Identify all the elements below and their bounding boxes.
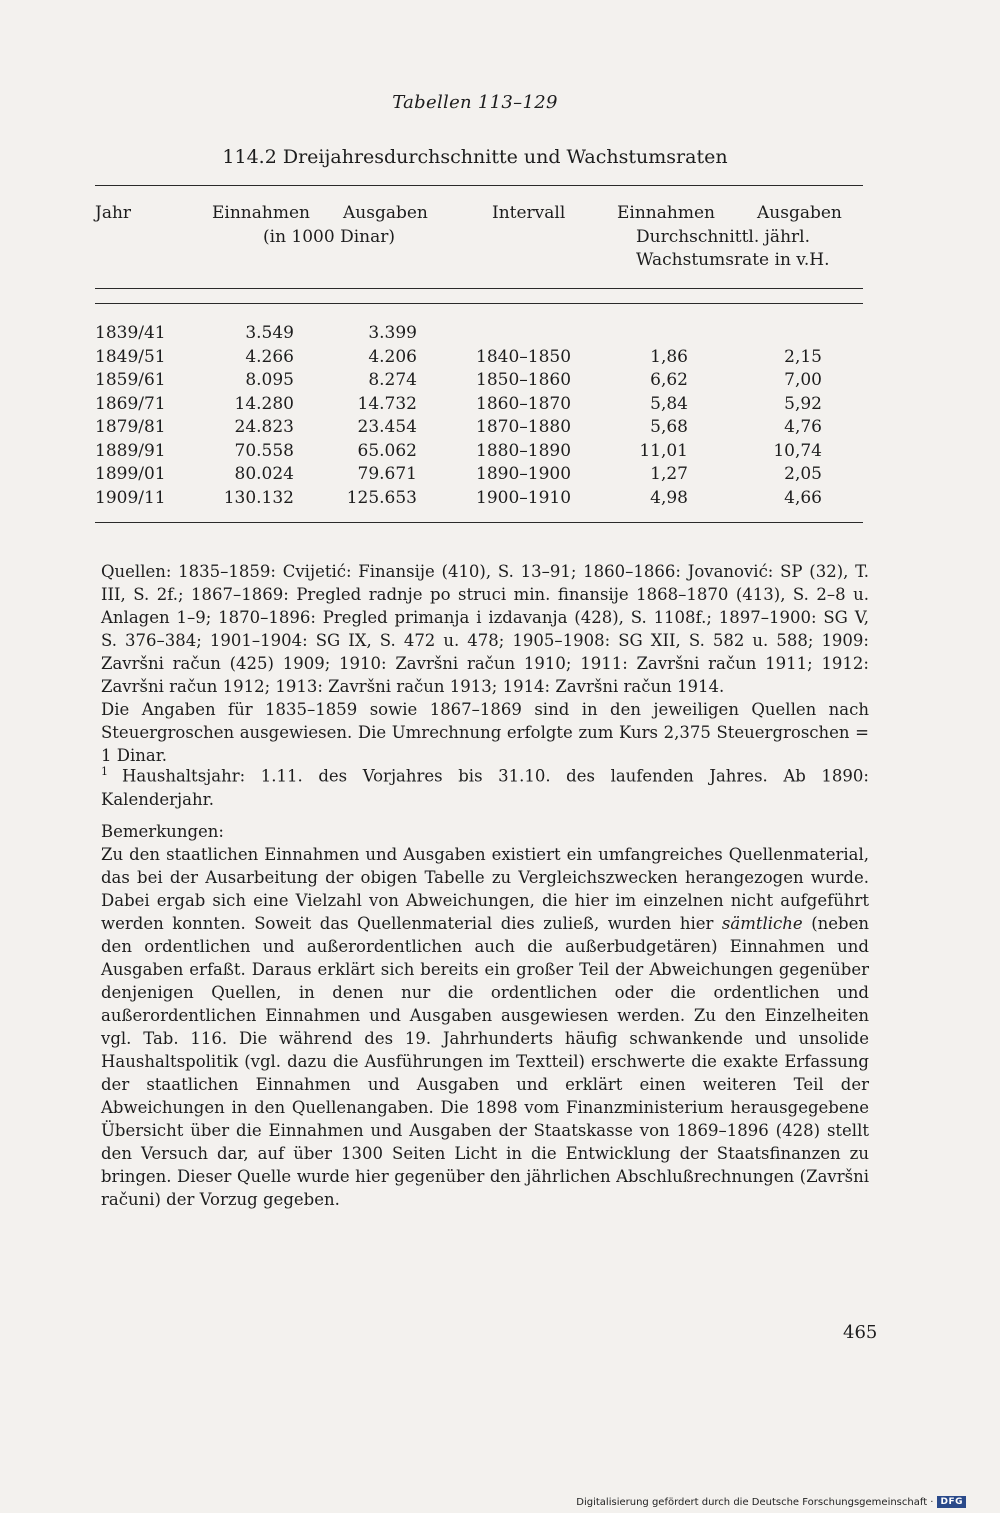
cell-rate-einnahmen: 6,62: [650, 370, 688, 390]
cell-ausgaben: 8.274: [368, 370, 417, 390]
running-head: Tabellen 113–129: [392, 92, 558, 113]
sources-block: [101, 560, 869, 767]
cell-rate-ausgaben: 2,15: [784, 347, 822, 367]
cell-einnahmen: 8.095: [245, 370, 294, 390]
header-intervall: Intervall: [492, 203, 566, 223]
cell-einnahmen: 24.823: [234, 417, 294, 437]
cell-rate-einnahmen: 11,01: [639, 441, 688, 461]
page-number: 465: [843, 1322, 878, 1343]
header-rate-ausgaben: Ausgaben: [757, 203, 842, 223]
cell-jahr: 1909/11: [95, 488, 166, 508]
header-rate-line3: Wachstumsrate in v.H.: [636, 250, 830, 270]
cell-ausgaben: 65.062: [357, 441, 417, 461]
table-row: [0, 464, 1000, 488]
cell-rate-einnahmen: 5,68: [650, 417, 688, 437]
cell-jahr: 1859/61: [95, 370, 166, 390]
cell-ausgaben: 14.732: [357, 394, 417, 414]
cell-einnahmen: 4.266: [245, 347, 294, 367]
cell-ausgaben: 125.653: [346, 488, 417, 508]
remarks-block: [101, 820, 869, 1211]
remarks-text-part2: (neben den ordentlichen und außerordentlichen auch die außerbudgetären) Einnahmen und Ausgaben erfaßt. Daraus erklärt sich bereits ein großer Teil der Abweichungen gegenüber denjenigen Quellen, in denen nur die ordentlichen oder die ordentlichen und außerordentlichen Einnahmen und Ausgaben ausgewiesen werden. Zu den Einzelheiten vgl. Tab. 116. Die während des 19. Jahrhunderts häufig schwankende und unsolide Haushaltspolitik (vgl. dazu die Ausführungen im Textteil) erschwerte die exakte Erfassung der staatlichen Einnahmen und Ausgaben und erklärt einen weiteren Teil der Abweichungen in den Quellenangaben. Die 1898 vom Finanzministerium herausgegebene Übersicht über die Einnahmen und Ausgaben der Staatskasse von 1869–1896 (428) stellt den Versuch dar, auf über 1300 Seiten Licht in die Entwicklung der Staatsfinanzen zu bringen. Dieser Quelle wurde hier gegenüber den jährlichen Abschlußrechnungen (Završni računi) der Vorzug gegeben.: [101, 914, 869, 1209]
cell-ausgaben: 79.671: [357, 464, 417, 484]
cell-jahr: 1899/01: [95, 464, 166, 484]
header-jahr: Jahr: [95, 203, 132, 223]
cell-intervall: 1870–1880: [476, 417, 572, 437]
cell-jahr: 1849/51: [95, 347, 166, 367]
dfg-logo: DFG: [937, 1496, 966, 1508]
header-rate-einnahmen: Einnahmen: [617, 203, 715, 223]
cell-rate-einnahmen: 1,27: [650, 464, 688, 484]
cell-rate-einnahmen: 5,84: [650, 394, 688, 414]
table-row: [0, 347, 1000, 371]
digitization-text: Digitalisierung gefördert durch die Deutsche Forschungsgemeinschaft ·: [576, 1496, 934, 1508]
cell-rate-ausgaben: 5,92: [784, 394, 822, 414]
cell-rate-ausgaben: 4,76: [784, 417, 822, 437]
header-einnahmen: Einnahmen: [212, 203, 310, 223]
cell-einnahmen: 80.024: [234, 464, 294, 484]
cell-intervall: 1900–1910: [476, 488, 572, 508]
table-row: [0, 323, 1000, 347]
cell-ausgaben: 3.399: [368, 323, 417, 343]
table-bottom-rule: [95, 522, 863, 523]
cell-rate-ausgaben: 7,00: [784, 370, 822, 390]
table-top-rule: [95, 185, 863, 186]
remarks-emphasis: sämtliche: [721, 914, 803, 933]
cell-jahr: 1889/91: [95, 441, 166, 461]
cell-einnahmen: 130.132: [223, 488, 294, 508]
cell-rate-ausgaben: 10,74: [773, 441, 822, 461]
conversion-text: Die Angaben für 1835–1859 sowie 1867–1869 sind in den jeweiligen Quellen nach Steuergroschen ausgewiesen. Die Umrechnung erfolgte zum Kurs 2,375 Steuergroschen = 1 Dinar.: [101, 700, 869, 765]
remarks-text: [101, 843, 869, 1211]
digitization-note: [576, 1496, 966, 1508]
cell-intervall: 1890–1900: [476, 464, 572, 484]
cell-einnahmen: 3.549: [245, 323, 294, 343]
cell-intervall: 1880–1890: [476, 441, 572, 461]
cell-einnahmen: 70.558: [234, 441, 294, 461]
sources-text: Quellen: 1835–1859: Cvijetić: Finansije (410), S. 13–91; 1860–1866: Jovanović: SP (32), T. III, S. 2f.; 1867–1869: Pregled radnje po struci min. finansije 1868–1870 (413), S. 2–8 u. Anlagen 1–9; 1870–1896: Pregled primanja i izdavanja (428), S. 1108f.; 1897–1900: SG V, S. 376–384; 1901–1904: SG IX, S. 472 u. 478; 1905–1908: SG XII, S. 582 u. 588; 1909: Završni račun (425) 1909; 1910: Završni račun 1910; 1911: Završni račun 1911; 1912: Završni račun 1912; 1913: Završni račun 1913; 1914: Završni račun 1914.: [101, 562, 869, 696]
cell-einnahmen: 14.280: [234, 394, 294, 414]
footnote: [101, 760, 869, 811]
table-row: [0, 441, 1000, 465]
cell-rate-ausgaben: 4,66: [784, 488, 822, 508]
table-row: [0, 417, 1000, 441]
cell-rate-einnahmen: 1,86: [650, 347, 688, 367]
cell-ausgaben: 4.206: [368, 347, 417, 367]
table-row: [0, 394, 1000, 418]
cell-jahr: 1879/81: [95, 417, 166, 437]
header-bottom-rule: [95, 288, 863, 289]
cell-ausgaben: 23.454: [357, 417, 417, 437]
cell-rate-ausgaben: 2,05: [784, 464, 822, 484]
header-unit: (in 1000 Dinar): [263, 227, 395, 247]
header-ausgaben: Ausgaben: [343, 203, 428, 223]
cell-intervall: 1840–1850: [476, 347, 572, 367]
remarks-text-part1: Zu den staatlichen Einnahmen und Ausgaben existiert ein umfangreiches Quellenmaterial, das bei der Ausarbeitung der obigen Tabelle zu Vergleichszwecken herangezogen wurde. Dabei ergab sich eine Vielzahl von Abweichungen, die hier im einzelnen nicht aufgeführt werden konnten. Soweit das Quellenmaterial dies zuließ, wurden hier: [101, 845, 869, 933]
cell-intervall: 1850–1860: [476, 370, 572, 390]
header-rate-line2: Durchschnittl. jährl.: [636, 227, 810, 247]
table-row: [0, 370, 1000, 394]
footnote-text: Haushaltsjahr: 1.11. des Vorjahres bis 31.10. des laufenden Jahres. Ab 1890: Kalenderjahr.: [101, 766, 869, 809]
table-row: [0, 488, 1000, 512]
table-title: 114.2 Dreijahresdurchschnitte und Wachstumsraten: [222, 146, 728, 168]
footnote-mark: 1: [101, 765, 108, 778]
body-top-rule: [95, 303, 863, 304]
remarks-heading: Bemerkungen:: [101, 822, 224, 841]
cell-jahr: 1839/41: [95, 323, 166, 343]
cell-jahr: 1869/71: [95, 394, 166, 414]
cell-intervall: 1860–1870: [476, 394, 572, 414]
cell-rate-einnahmen: 4,98: [650, 488, 688, 508]
